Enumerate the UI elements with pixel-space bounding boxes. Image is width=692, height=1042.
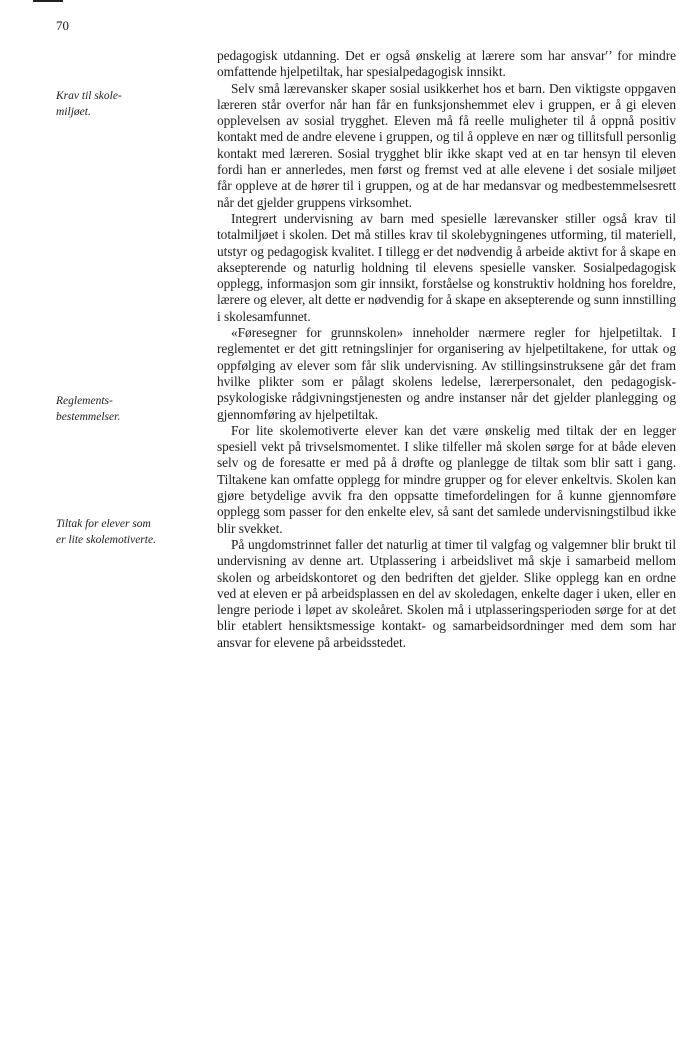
page-top-mark xyxy=(33,0,63,2)
paragraph: «Føresegner for grunnskolen» inneholder nærmere regler for hjelpetiltak. I reglementet er det gitt retningslinjer for organisering av hjelpetiltakene, for uttak og oppfølging av elever som får slik undervisning. Av stillingsinstruksene går det fram hvilke plikter som er pålagt skolens ledelse, lærerpersonalet, den pedagogisk-psykologiske rådgivningstjenesten og andre instanser når det gjelder planlegging og gjennomføring av hjelpetiltak. xyxy=(217,325,676,422)
paragraph: På ungdomstrinnet faller det naturlig at timer til valgfag og valgemner blir brukt til undervisning av denne art. Utplassering i arbeidslivet må skje i samarbeid mellom skolen og arbeidskontoret og den bedriften det gjelder. Slike opplegg kan en ordne ved at eleven er på arbeidsplassen en del av skoledagen, enkelte dager i uken, eller en lengre periode i løpet av skoleåret. Skolen må i utplasseringsperioden sørge for at det blir etablert hensiktsmessige kontakt- og samarbeidsordninger med dem som har ansvar for elevene på arbeidsstedet. xyxy=(217,536,676,650)
margin-note-line: miljøet. xyxy=(56,106,91,118)
margin-note-krav xyxy=(56,88,196,120)
margin-note-tiltak xyxy=(56,516,196,548)
margin-note-reglement xyxy=(56,393,196,425)
paragraph: Integrert undervisning av barn med spesielle lærevansker stiller også krav til totalmiljøet i skolen. Det må stilles krav til skolebygningenes utforming, til materiell, utstyr og pedagogisk kvalitet. I tillegg er det nødvendig å arbeide aktivt for å skape en aksepterende og naturlig holdning til elevens spesielle vansker. Sosialpedagogisk opplegg, informasjon som gir innsikt, forståelse og konstruktiv holdning hos foreldre, lærere og elever, alt dette er nødvendig for å skape en aksepterende og sunn innstilling i skolesamfunnet. xyxy=(217,210,676,324)
body-text xyxy=(217,48,676,651)
page-number: 70 xyxy=(56,18,69,33)
margin-note-line: bestemmelser. xyxy=(56,411,121,423)
margin-note-line: Krav til skole- xyxy=(56,90,122,102)
margin-note-line: Tiltak for elever som xyxy=(56,518,151,530)
paragraph: For lite skolemotiverte elever kan det være ønskelig med tiltak der en legger spesiell vekt på trivselsmomentet. I slike tilfeller må skolen sørge for at både eleven selv og de foresatte er med på å drøfte og planlegge de tiltak som blir satt i gang. Tiltakene kan omfatte opplegg for mindre grupper og for elever enkeltvis. Skolen kan gjøre betydelige avvik fra den oppsatte timefordelingen for å kunne gjennomføre opplegg som passer for den enkelte elev, så sant det samlede undervisningstilbud ikke blir svekket. xyxy=(217,422,676,536)
paragraph: pedagogisk utdanning. Det er også ønskelig at lærere som har ansvar′’ for mindre omfattende hjelpetiltak, har spesialpedagogisk innsikt. xyxy=(217,48,676,80)
margin-note-line: er lite skolemotiverte. xyxy=(56,534,156,546)
paragraph: Selv små lærevansker skaper sosial usikkerhet hos et barn. Den viktigste oppgaven læreren står overfor når han får en funksjonshemmet elev i gruppen, er å gi eleven opplevelsen av sosial trygghet. Eleven må få reelle muligheter til å oppnå positiv kontakt med de andre elevene i gruppen, og til å oppleve en nær og tillitsfull personlig kontakt med læreren. Sosial trygghet blir ikke skapt ved at en tar hensyn til eleven fordi han er annerledes, men først og fremst ved at alle elevene i det sosiale miljøet får oppleve at de hører til i gruppen, og at de har medansvar og medbestemmelsesrett når det gjelder gruppens virksomhet. xyxy=(217,80,676,210)
margin-note-line: Reglements- xyxy=(56,395,113,407)
